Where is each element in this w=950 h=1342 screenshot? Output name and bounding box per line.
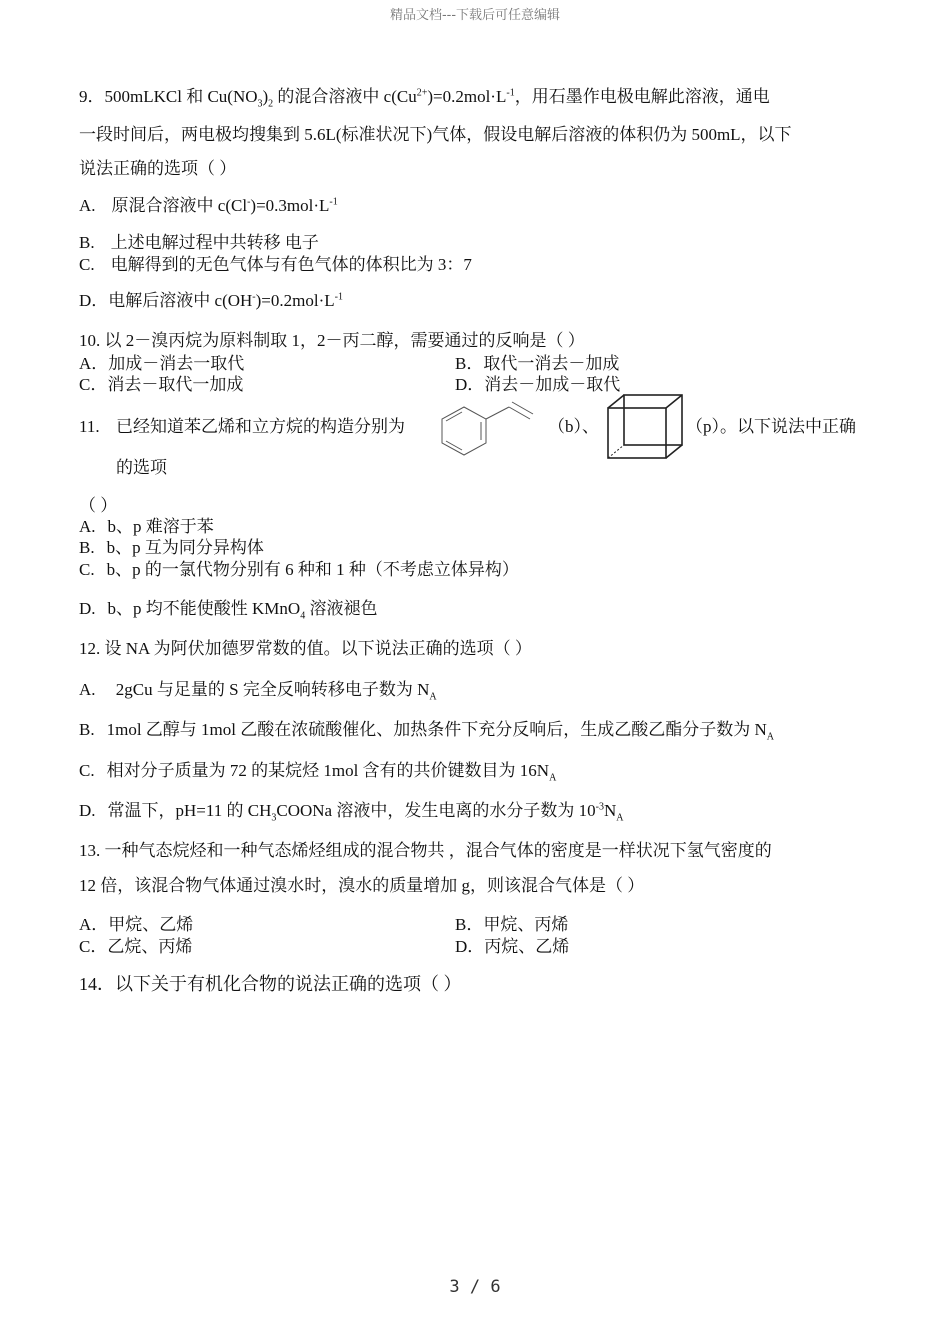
q12-option-d-label: D. bbox=[79, 801, 96, 820]
q9-line3: 说法正确的选项（ ） bbox=[79, 159, 237, 178]
q9-line1 bbox=[79, 86, 770, 108]
q11-option-d bbox=[79, 598, 377, 620]
q12-option-c bbox=[79, 760, 556, 782]
q14-stem: 14．以下关于有机化合物的说法正确的选项（ ） bbox=[79, 974, 462, 994]
q12-option-b-text: 1mol 乙醇与 1mol 乙酸在浓硫酸催化、加热条件下充分反响后，生成乙酸乙酯分子数为 N bbox=[106, 720, 767, 739]
q9-option-d bbox=[79, 290, 343, 312]
q10-option-c: C．消去－取代一加成 bbox=[79, 375, 244, 394]
q9-option-b-text: 上述电解过程中共转移 电子 bbox=[110, 233, 319, 252]
q12-option-a-text: 2gCu 与足量的 S 完全反响转移电子数为 N bbox=[111, 680, 430, 699]
q11-option-a-text: b、p 难溶于苯 bbox=[107, 517, 214, 536]
q12-option-c-sub: A bbox=[549, 772, 557, 784]
q11-option-d-sub: 4 bbox=[300, 610, 306, 622]
q12-option-c-label: C. bbox=[79, 761, 95, 780]
q11-p-label: （p）。以下说法中正确 bbox=[686, 417, 856, 436]
styrene-inner-bond-3 bbox=[446, 412, 462, 421]
q12-option-d-text3: N bbox=[603, 801, 617, 820]
q12-option-d-text: 常温下，pH=11 的 CH bbox=[107, 801, 272, 820]
styrene-structure-icon bbox=[432, 398, 547, 460]
q11-paren: （ ） bbox=[79, 496, 118, 515]
q12-option-a-sub: A bbox=[429, 691, 437, 703]
styrene-vinyl-double bbox=[512, 402, 533, 414]
q9-option-a-sup: - bbox=[247, 196, 251, 208]
q11-option-b-label: B. bbox=[79, 538, 95, 557]
q13-option-d: D．丙烷、乙烯 bbox=[455, 937, 570, 956]
styrene-inner-bond-2 bbox=[446, 441, 462, 450]
q12-option-d bbox=[79, 800, 623, 822]
q13-option-a: A．甲烷、乙烯 bbox=[79, 915, 194, 934]
q9-option-d-sup2: -1 bbox=[334, 291, 343, 303]
q9-option-c-label: C. bbox=[79, 255, 95, 274]
q12-option-d-sup: -3 bbox=[595, 801, 604, 813]
cube-edge-tr bbox=[666, 395, 682, 408]
q9-option-c bbox=[79, 254, 472, 276]
q9-sub: 3 bbox=[257, 98, 263, 110]
styrene-vinyl-1 bbox=[486, 407, 509, 419]
q9-option-b bbox=[79, 232, 319, 254]
page-number: 3 / 6 bbox=[449, 1277, 501, 1297]
styrene-vinyl-2 bbox=[509, 407, 530, 419]
q11-option-c-text: b、p 的一氯代物分别有 6 种和 1 种（不考虑立体异构） bbox=[106, 560, 519, 579]
q11-option-d-label: D. bbox=[79, 599, 96, 618]
q13-line2: 12 倍，该混合物气体通过溴水时，溴水的质量增加 g，则该混合气体是（ ） bbox=[79, 876, 645, 895]
q11-option-b-text: b、p 互为同分异构体 bbox=[106, 538, 264, 557]
q9-option-d-text: D．电解后溶液中 c(OH bbox=[79, 291, 253, 310]
q9-text-d: )=0.2mol·L bbox=[427, 87, 507, 106]
q12-option-d-text2: COONa 溶液中，发生电离的水分子数为 10 bbox=[276, 801, 596, 820]
q12-option-c-text: 相对分子质量为 72 的某烷烃 1mol 含有的共价键数目为 16N bbox=[106, 761, 550, 780]
q11-option-d-text2: 溶液褪色 bbox=[305, 599, 378, 618]
q9-text-a: 9．500mLKCl 和 Cu(NO bbox=[79, 87, 258, 106]
cube-front-face bbox=[608, 408, 666, 458]
q9-sub2: 2 bbox=[268, 98, 274, 110]
q9-text-c: 的混合溶液中 c(Cu bbox=[273, 87, 417, 106]
q11-option-d-text: b、p 均不能使酸性 KMnO bbox=[107, 599, 301, 618]
q11-option-c bbox=[79, 559, 519, 581]
q12-option-b-label: B. bbox=[79, 720, 95, 739]
cubane-structure-icon bbox=[604, 392, 686, 462]
page-header: 精品文档---下载后可任意编辑 bbox=[389, 8, 561, 23]
q11-option-c-label: C. bbox=[79, 560, 95, 579]
q11-b-label: （b）、 bbox=[548, 417, 599, 436]
q9-option-a-text2: )=0.3mol·L bbox=[250, 196, 330, 215]
q12-option-b bbox=[79, 719, 774, 741]
cube-edge-tl bbox=[608, 395, 624, 408]
q9-option-d-sup: - bbox=[252, 291, 256, 303]
q13-option-b: B．甲烷、丙烯 bbox=[455, 915, 569, 934]
q11-option-a bbox=[79, 516, 214, 538]
q9-sup: 2+ bbox=[416, 87, 428, 99]
q9-text-e: ，用石墨作电极电解此溶液，通电 bbox=[514, 87, 770, 106]
q13-option-c: C．乙烷、丙烯 bbox=[79, 937, 193, 956]
q12-option-a-label: A. bbox=[79, 680, 96, 699]
q12-option-a bbox=[79, 679, 437, 701]
q9-option-b-label: B. bbox=[79, 233, 95, 252]
q12-stem: 12. 设 NA 为阿伏加德罗常数的值。以下说法正确的选项（ ） bbox=[79, 639, 532, 658]
q9-text-b: ) bbox=[262, 87, 269, 106]
q11-option-a-label: A. bbox=[79, 517, 96, 536]
q11-stem: 已经知道苯乙烯和立方烷的构造分别为 bbox=[116, 417, 405, 436]
q9-option-a-text: 原混合溶液中 c(Cl bbox=[111, 196, 248, 215]
q10-stem: 10. 以 2－溴丙烷为原料制取 1，2－丙二醇，需要通过的反响是（ ） bbox=[79, 331, 585, 350]
q12-option-d-sub2: A bbox=[616, 812, 624, 824]
q12-option-d-sub: 3 bbox=[271, 812, 277, 824]
styrene-benzene-ring bbox=[442, 407, 486, 455]
q9-option-a-sup2: -1 bbox=[329, 196, 338, 208]
q10-option-a: A．加成－消去一取代 bbox=[79, 354, 245, 373]
q9-sup2: -1 bbox=[506, 87, 515, 99]
cube-hidden-edge-d bbox=[608, 445, 624, 458]
q13-line1: 13. 一种气态烷烃和一种气态烯烃组成的混合物共 ，混合气体的密度是一样状况下氢气密度的 bbox=[79, 841, 772, 860]
q11-line2: 的选项 bbox=[116, 458, 167, 477]
q10-option-b: B．取代一消去－加成 bbox=[455, 354, 620, 373]
q9-option-d-text2: )=0.2mol·L bbox=[255, 291, 335, 310]
q11-number: 11. bbox=[79, 417, 100, 436]
q12-option-b-sub: A bbox=[766, 731, 774, 743]
q9-option-c-text: 电解得到的无色气体与有色气体的体积比为 3：7 bbox=[110, 255, 472, 274]
q10-option-d: D．消去－加成－取代 bbox=[455, 375, 621, 394]
q9-line2: 一段时间后，两电极均搜集到 5.6L(标准状况下)气体，假设电解后溶液的体积仍为 500mL，以下 bbox=[79, 125, 792, 144]
cube-edge-br bbox=[666, 445, 682, 458]
q9-option-a bbox=[79, 195, 338, 217]
q9-option-a-label: A. bbox=[79, 196, 96, 215]
q11-option-b bbox=[79, 537, 264, 559]
